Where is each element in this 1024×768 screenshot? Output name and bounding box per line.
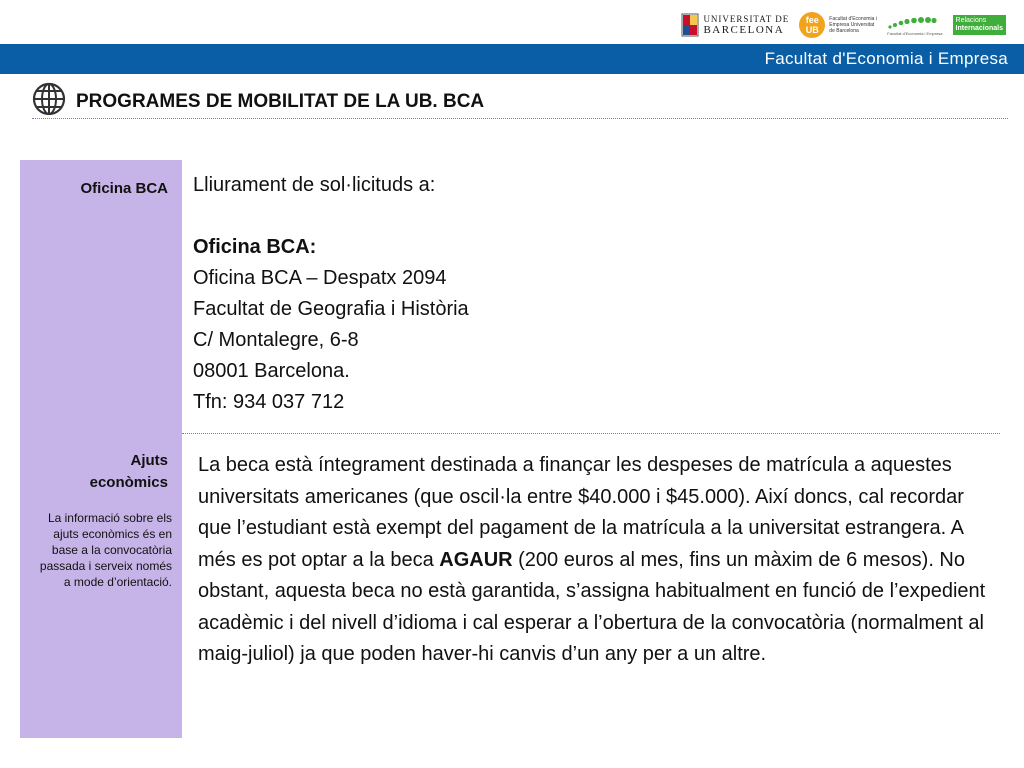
oficina-phone: Tfn: 934 037 712 xyxy=(193,391,345,413)
page-title: PROGRAMES DE MOBILITAT DE LA UB. BCA xyxy=(76,91,485,112)
sidebar-note: La informació sobre els ajuts econòmics és en base a la convocatòria passada i serveix només a mode d’orientació. xyxy=(39,511,172,589)
oficina-line: 08001 Barcelona. xyxy=(193,360,350,382)
oficina-heading: Oficina BCA: xyxy=(193,236,317,258)
ajuts-text-after: (200 euros al mes, fins un màxim de 6 mesos). No obstant, aquesta beca no està garantida, s’assigna habitualment en funció de l’expedient acadèmic i del nivell d’idioma i cal esperar a l’obertura de la convocatòria (normalment al maig-juliol) ja que poden haver-hi canvis d’un any per a un altre. xyxy=(198,548,986,665)
fee-logo xyxy=(799,12,877,38)
sidebar-oficina-label: Oficina BCA xyxy=(80,180,168,197)
dots-logo xyxy=(887,15,942,36)
ub-logo-text xyxy=(703,14,789,36)
dots-logo-text: Facultat d'Economia i Empresa xyxy=(887,30,943,36)
ajuts-paragraph xyxy=(198,450,998,671)
ri-badge-line1: Relacions xyxy=(955,17,987,24)
ub-shield-icon xyxy=(681,13,699,37)
oficina-line: C/ Montalegre, 6-8 xyxy=(193,329,359,351)
header-logos xyxy=(681,8,1006,42)
oficina-line: Facultat de Geografia i Història xyxy=(193,298,469,320)
faculty-bar xyxy=(0,44,1024,74)
ri-badge-line2: Internacionals xyxy=(955,25,1003,32)
relacions-internacionals-badge xyxy=(953,15,1006,35)
dots-icon xyxy=(887,15,937,31)
ub-logo-line1: UNIVERSITAT DE xyxy=(703,14,790,24)
sidebar xyxy=(20,160,182,738)
ub-logo-line2: BARCELONA xyxy=(703,24,785,36)
section-divider xyxy=(182,433,1000,434)
oficina-line: Oficina BCA – Despatx 2094 xyxy=(193,267,447,289)
fee-logo-mark: fee UB xyxy=(799,12,825,38)
agaur-highlight: AGAUR xyxy=(439,548,513,571)
sidebar-ajuts-label-text: Ajuts econòmics xyxy=(89,452,168,491)
oficina-intro: Lliurament de sol·licituds a: xyxy=(193,174,436,196)
sidebar-ajuts-label xyxy=(73,450,168,494)
fee-logo-text: Facultat d'Economia i Empresa Universitat de Barcelona xyxy=(829,16,877,34)
ajuts-text-before: La beca està íntegrament destinada a finançar les despeses de matrícula a aquestes universitats americanes (que oscil·la entre $40.000 i $45.000). Així doncs, cal recordar que l’estudiant està exempt del pagament de la matrícula a la universitat estrangera. A més es pot optar a la beca xyxy=(198,454,964,571)
globe-icon xyxy=(32,82,66,116)
faculty-name: Facultat d'Economia i Empresa xyxy=(764,49,1008,68)
title-row xyxy=(32,82,1008,119)
ub-logo xyxy=(681,13,789,37)
oficina-block xyxy=(193,170,993,418)
